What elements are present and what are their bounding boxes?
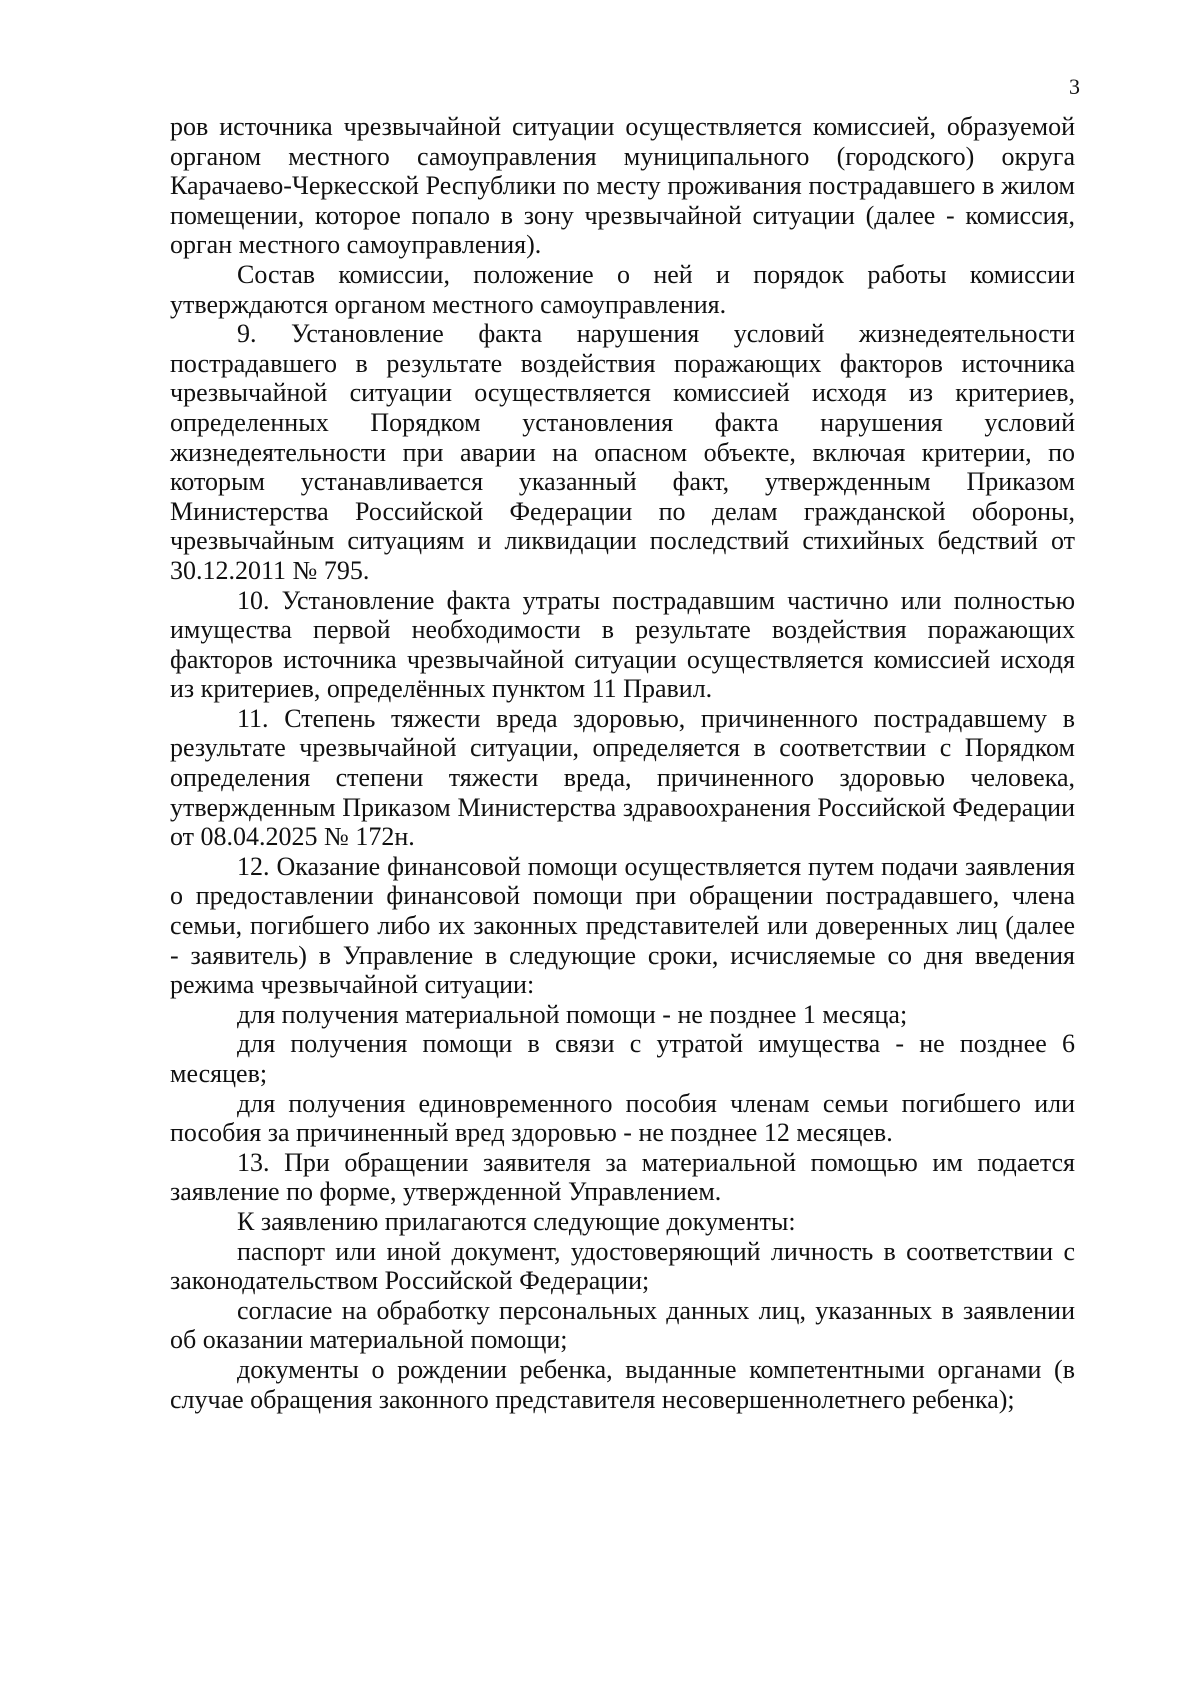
paragraph-item-9: 9. Установление факта нарушения условий жизнедеятельности пострадавшего в результате воздействия поражающих факторов источника чрезвычайной ситуации осуществляется комиссией исходя из критериев, определенных Порядком установления факта нарушения условий жизнедеятельности при аварии на опасном объекте, включая критерии, по которым устанавливается указанный факт, утвержденным Приказом Министерства Российской Федерации по делам гражданской обороны, чрезвычайным ситуациям и ликвидации последствий стихийных бедствий от 30.12.2011 № 795. <box>170 319 1075 585</box>
paragraph-deadline-property: для получения помощи в связи с утратой имущества - не позднее 6 месяцев; <box>170 1029 1075 1088</box>
paragraph-item-12: 12. Оказание финансовой помощи осуществляется путем подачи заявления о предоставлении финансовой помощи при обращении пострадавшего, члена семьи, погибшего либо их законных представителей или доверенных лиц (далее - заявитель) в Управление в следующие сроки, исчисляемые со дня введения режима чрезвычайной ситуации: <box>170 851 1075 1000</box>
paragraph-deadline-material: для получения материальной помощи - не позднее 1 месяца; <box>237 999 908 1029</box>
paragraph-continuation: ров источника чрезвычайной ситуации осуществляется комиссией, образуемой органом местного самоуправления муниципального (городского) округа Карачаево-Черкесской Республики по месту проживания пострадавшего в жилом помещении, которое попало в зону чрезвычайной ситуации (далее - комиссия, орган местного самоуправления). <box>170 112 1075 260</box>
paragraph-commission-composition: Состав комиссии, положение о ней и порядок работы комиссии утверждаются органом местного самоуправления. <box>170 259 1075 319</box>
paragraph-item-13: 13. При обращении заявителя за материальной помощью им подается заявление по форме, утвержденной Управлением. <box>170 1147 1075 1207</box>
paragraph-attachment-consent: согласие на обработку персональных данных лиц, указанных в заявлении об оказании материальной помощи; <box>170 1295 1075 1355</box>
document-body <box>170 112 1075 1414</box>
page-number: 3 <box>1069 74 1080 99</box>
paragraph-attachment-birth-docs: документы о рождении ребенка, выданные компетентными органами (в случае обращения законного представителя несовершеннолетнего ребенка); <box>170 1354 1075 1414</box>
paragraph-deadline-allowance: для получения единовременного пособия членам семьи погибшего или пособия за причиненный вред здоровью - не позднее 12 месяцев. <box>170 1088 1075 1148</box>
paragraph-attachment-passport: паспорт или иной документ, удостоверяющий личность в соответствии с законодательством Российской Федерации; <box>170 1236 1075 1296</box>
paragraph-item-10: 10. Установление факта утраты пострадавшим частично или полностью имущества первой необходимости в результате воздействия поражающих факторов источника чрезвычайной ситуации осуществляется комиссией исходя из критериев, определённых пунктом 11 Правил. <box>170 585 1075 704</box>
paragraph-item-11: 11. Степень тяжести вреда здоровью, причиненного пострадавшему в результате чрезвычайной ситуации, определяется в соответствии с Порядком определения степени тяжести вреда, причиненного здоровью человека, утвержденным Приказом Министерства здравоохранения Российской Федерации от 08.04.2025 № 172н. <box>170 703 1075 852</box>
paragraph-attachments-intro: К заявлению прилагаются следующие документы: <box>237 1206 796 1236</box>
